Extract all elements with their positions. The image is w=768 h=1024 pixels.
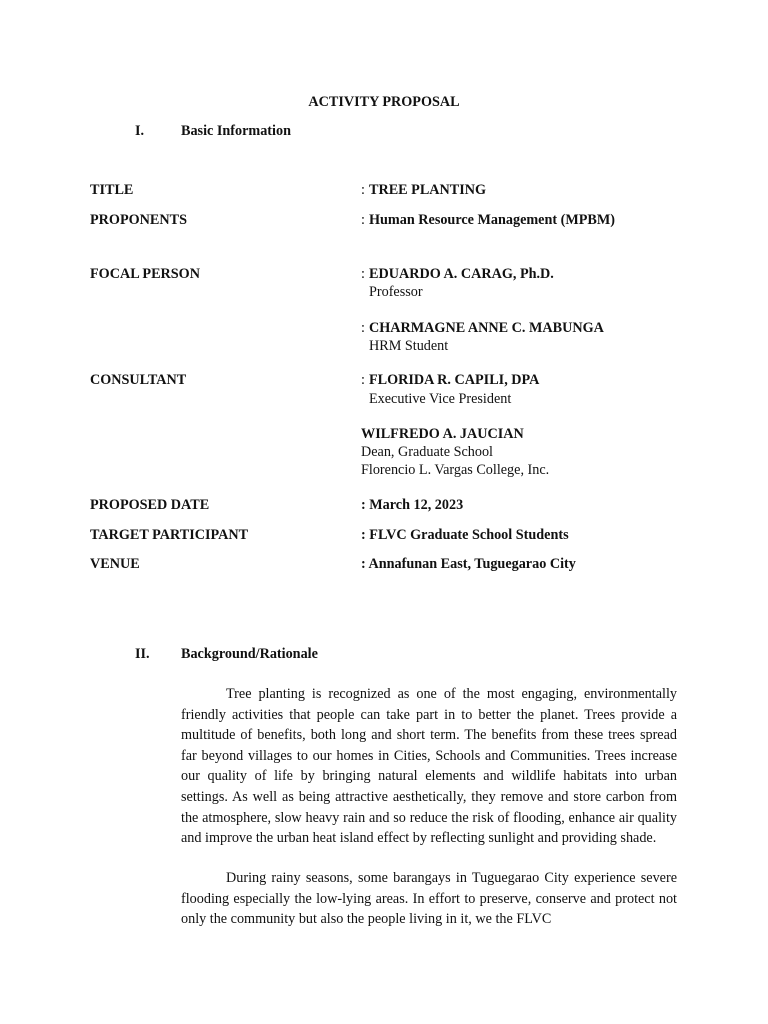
title-colon: : <box>361 182 365 198</box>
focal-2-name: CHARMAGNE ANNE C. MABUNGA <box>369 320 604 336</box>
focal-1-colon: : <box>361 266 365 282</box>
consultant-2-role: Dean, Graduate School <box>361 444 493 460</box>
venue-label: VENUE <box>90 556 140 572</box>
title-value: TREE PLANTING <box>369 182 487 198</box>
proposed-date-value: : March 12, 2023 <box>361 497 464 513</box>
venue-value: : Annafunan East, Tuguegarao City <box>361 556 576 572</box>
focal-1-role: Professor <box>369 284 423 300</box>
section-2-title: Background/Rationale <box>181 646 318 662</box>
focal-2-colon: : <box>361 320 365 336</box>
focal-person-label: FOCAL PERSON <box>90 266 200 282</box>
target-participant-label: TARGET PARTICIPANT <box>90 527 249 543</box>
consultant-label: CONSULTANT <box>90 372 187 388</box>
consultant-2-name: WILFREDO A. JAUCIAN <box>361 426 524 442</box>
consultant-1-role: Executive Vice President <box>369 391 512 407</box>
background-paragraph-2: During rainy seasons, some barangays in Tuguegarao City experience severe flooding especially the low-lying areas. In effort to preserve, conserve and protect not only the community but also the people living in it, we the FLVC <box>181 870 677 928</box>
proponents-label: PROPONENTS <box>90 212 187 228</box>
document-title: ACTIVITY PROPOSAL <box>308 94 460 110</box>
focal-1-name: EDUARDO A. CARAG, Ph.D. <box>369 266 554 282</box>
section-1-title: Basic Information <box>181 123 291 139</box>
consultant-2-institution: Florencio L. Vargas College, Inc. <box>361 462 550 478</box>
consultant-1-name: FLORIDA R. CAPILI, DPA <box>369 372 540 388</box>
section-1-number: I. <box>135 123 145 139</box>
target-participant-value: : FLVC Graduate School Students <box>361 527 569 543</box>
consultant-1-colon: : <box>361 372 365 388</box>
title-label: TITLE <box>90 182 134 198</box>
background-paragraph-1: Tree planting is recognized as one of the most engaging, environmentally friendly activities that people can take part in to better the planet. Trees provide a multitude of benefits, both long and short term. The benefits from these trees spread far beyond villages to our homes in Cities, Schools and Communities. Trees increase our quality of life by bringing natural elements and wildlife habitats into urban settings. As well as being attractive aesthetically, they remove and store carbon from the atmosphere, slow heavy rain and so reduce the risk of flooding, enhance air quality and improve the urban heat island effect by reflecting sunlight and providing shade. <box>181 686 677 847</box>
proposed-date-label: PROPOSED DATE <box>90 497 210 513</box>
proponents-value: Human Resource Management (MPBM) <box>369 212 616 228</box>
focal-2-role: HRM Student <box>369 338 449 354</box>
proponents-colon: : <box>361 212 365 228</box>
section-2-number: II. <box>135 646 150 662</box>
